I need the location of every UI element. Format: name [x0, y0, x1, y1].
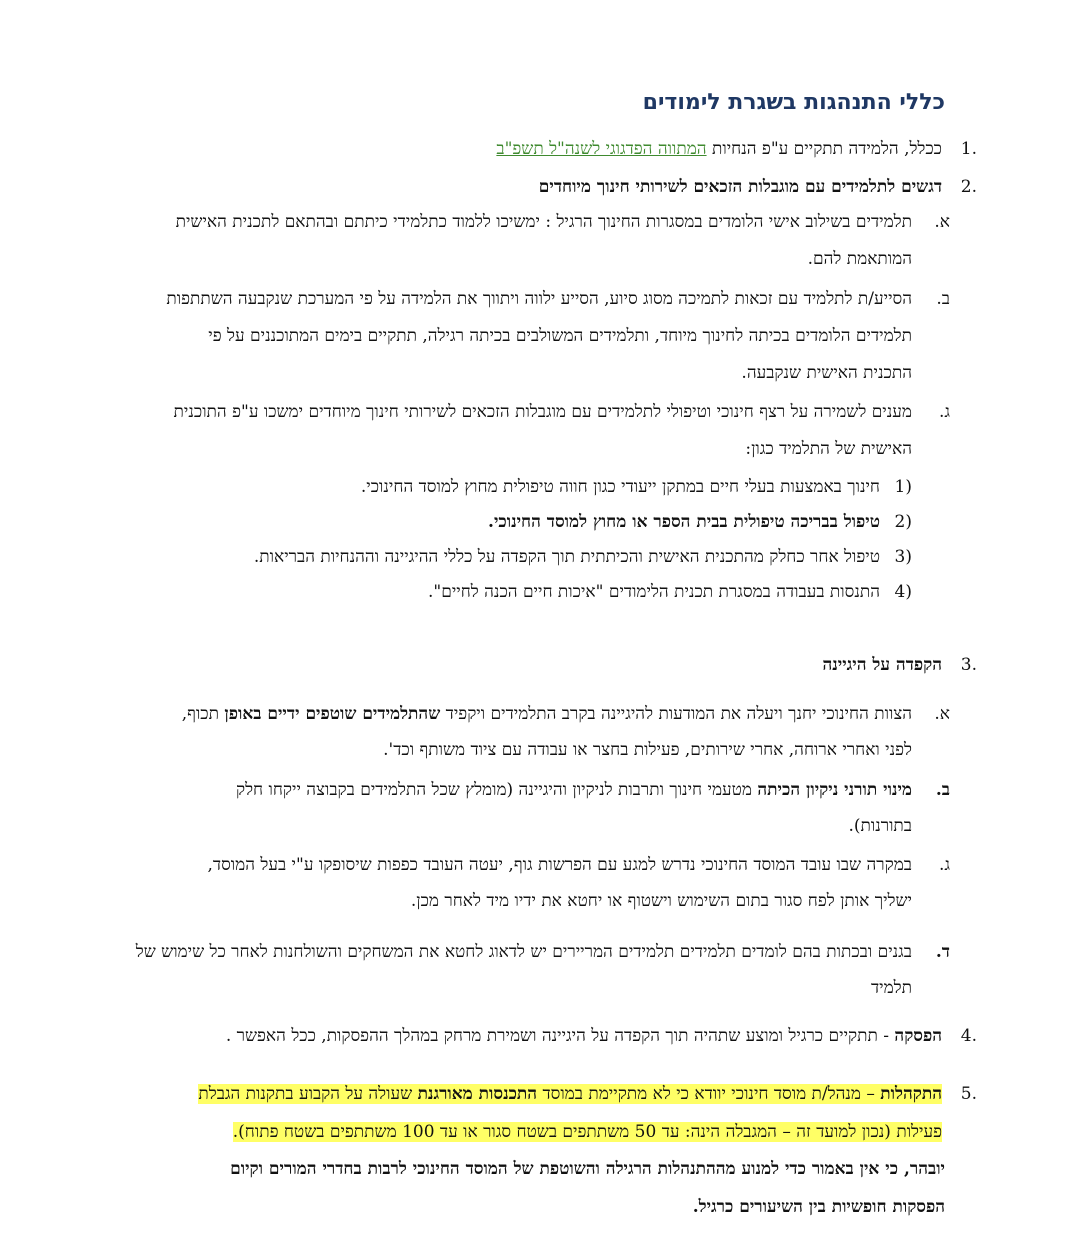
section-3a-bold-text: שהתלמידים שוטפים ידיים באופן	[224, 704, 441, 724]
list-item-2-text: טיפול בבריכה טיפולית בבית הספר או מחוץ למוסד החינוכי.	[488, 512, 880, 532]
section-5-bold-2: התכנסות מאורגנת	[417, 1084, 538, 1104]
list-item-4-number: 4)	[894, 582, 912, 602]
section-2c-line-2: האישית של התלמיד כגון:	[745, 439, 912, 459]
section-5-line-2	[233, 1121, 942, 1143]
section-4-number: 4.	[960, 1026, 977, 1046]
pedagogic-outline-link[interactable]: המתווה הפדגוגי לשנה"ל תשפ"ב	[496, 139, 707, 159]
section-3a-line-2: לפני ואחרי ארוחה, אחרי שירותים, פעילות בחצר או עבודה עם ציוד משותף וכד'.	[383, 740, 912, 760]
section-3d-line-2: תלמיד	[870, 978, 912, 998]
section-3d-label: ד.	[935, 942, 950, 962]
section-1-text	[496, 138, 942, 160]
section-5-note-line-2: הפסקות חופשיות בין השיעורים כרגיל.	[692, 1197, 945, 1217]
section-3b-bold-text: מינוי תורני ניקיון הכיתה	[757, 780, 912, 800]
list-item-3-text: טיפול אחר כחלק מהתכנית האישית והכיתתית תוך הקפדה על כללי ההיגיינה וההנחיות הבריאות.	[253, 547, 880, 567]
list-item-3-number: 3)	[894, 547, 912, 567]
section-3c-line-2: ישליך אותן לפח סגור בתום השימוש וישטוף או יחטא את ידיו מיד לאחר מכן.	[410, 891, 912, 911]
section-2b-line-3: התכנית האישית שנקבעה.	[741, 363, 912, 383]
section-2a-label: א.	[934, 212, 950, 232]
section-2-heading: דגשים לתלמידים עם מוגבלות הזכאים לשירותי חינוך מיוחדים	[538, 177, 942, 197]
section-3-number: 3.	[960, 655, 977, 675]
page-title: כללי התנהגות בשגרת לימודים	[642, 90, 945, 115]
section-1-number: 1.	[960, 139, 977, 159]
section-3a-text: הצוות החינוכי יחנך ויעלה את המודעות להיגיינה בקרב התלמידים ויקפיד	[440, 704, 912, 724]
section-2b-line-1: הסייע/ת לתלמיד עם זכאות לתמיכה מסוג סיוע, הסייע ילווה ויתווך את הלמידה על פי המערכת שנקבעה השתתפות	[166, 289, 912, 309]
section-2b-line-2: תלמידים הלומדים בכיתה לחינוך מיוחד, ותלמידים המשולבים בכיתה רגילה, תתקיים בימים המתוכננים על פי	[208, 326, 912, 346]
section-5-highlight-1	[198, 1084, 942, 1104]
section-3b-line-2: בתורנות).	[848, 816, 912, 836]
section-3-heading: הקפדה על היגיינה	[822, 655, 942, 675]
section-3a-line-1	[182, 703, 912, 725]
section-3b-label: ב.	[935, 780, 950, 800]
section-5-note-line-1: יובהר, כי אין באמור כדי למנוע מההתנהלות הרגילה והשוטפת של המוסד החינוכי לרבות בחדרי המורים וקיום	[230, 1159, 945, 1179]
section-2b-label: ב.	[936, 289, 950, 309]
section-2a-line-2: המותאמת להם.	[807, 249, 912, 269]
list-item-4-text: התנסות בעבודה במסגרת תכנית הלימודים "איכות חיים הכנה לחיים".	[427, 582, 880, 602]
section-3b-text: מטעמי חינוך ותרבות לניקיון והיגיינה (מומלץ שכל התלמידים בקבוצה ייקחו חלק	[235, 780, 758, 800]
section-3c-line-1: במקרה שבו עובד המוסד החינוכי נדרש למגע עם הפרשות גוף, יעטה העובד כפפות שיסופקו ע"י בעל המוסד,	[207, 855, 912, 875]
list-item-2-number: 2)	[894, 512, 912, 532]
section-5-line-1	[198, 1083, 942, 1105]
section-3b-line-1	[236, 779, 912, 801]
section-5-bold-1: התקהלות	[880, 1084, 942, 1104]
section-5-text-1: – מנהל/ת מוסד חינוכי יוודא כי לא מתקיימת במוסד	[537, 1084, 881, 1104]
section-4-text	[226, 1025, 942, 1047]
section-5-highlight-2: פעילות (נכון למועד זה – המגבלה הינה: עד 50 משתתפים בשטח סגור או עד 100 משתתפים בשטח פתוח).	[232, 1122, 942, 1142]
section-2a-line-1: תלמידים בשילוב אישי הלומדים במסגרות החינוך הרגיל : ימשיכו ללמוד כתלמידי כיתתם ובהתאם לתכנית האישית	[175, 212, 912, 232]
list-item-1-text: חינוך באמצעות בעלי חיים במתקן ייעודי כגון חווה טיפולית מחוץ למוסד החינוכי.	[360, 477, 880, 497]
section-3d-line-1: בגנים ובכתות בהם לומדים תלמידים תלמידים המריירים יש לדאוג לחטא את המשחקים והשולחנות לאחר כל שימוש של	[135, 942, 912, 962]
list-item-1-number: 1)	[894, 477, 912, 497]
section-5-number: 5.	[960, 1084, 977, 1104]
section-1-intro: ככלל, הלמידה תתקיים ע"פ הנחיות	[711, 139, 942, 159]
section-2c-label: ג.	[938, 402, 950, 422]
section-2-number: 2.	[960, 177, 977, 197]
section-4-body: - תתקיים כרגיל ומוצע שתהיה תוך הקפדה על היגיינה ושמירת מרחק במהלך ההפסקות, ככל האפשר .	[225, 1026, 895, 1046]
section-4-bold-text: הפסקה	[894, 1026, 942, 1046]
section-3a-label: א.	[934, 704, 950, 724]
section-2c-line-1: מענים לשמירה על רצף חינוכי וטיפולי לתלמידים עם מוגבלות הזכאים לשירותי חינוך מיוחדים ימשכו ע"פ התוכנית	[173, 402, 912, 422]
section-3c-label: ג.	[938, 855, 950, 875]
section-5-text-2: שעולה על הקבוע בתקנות הגבלת	[198, 1084, 418, 1104]
section-3a-text-end: תכוף,	[181, 704, 225, 724]
